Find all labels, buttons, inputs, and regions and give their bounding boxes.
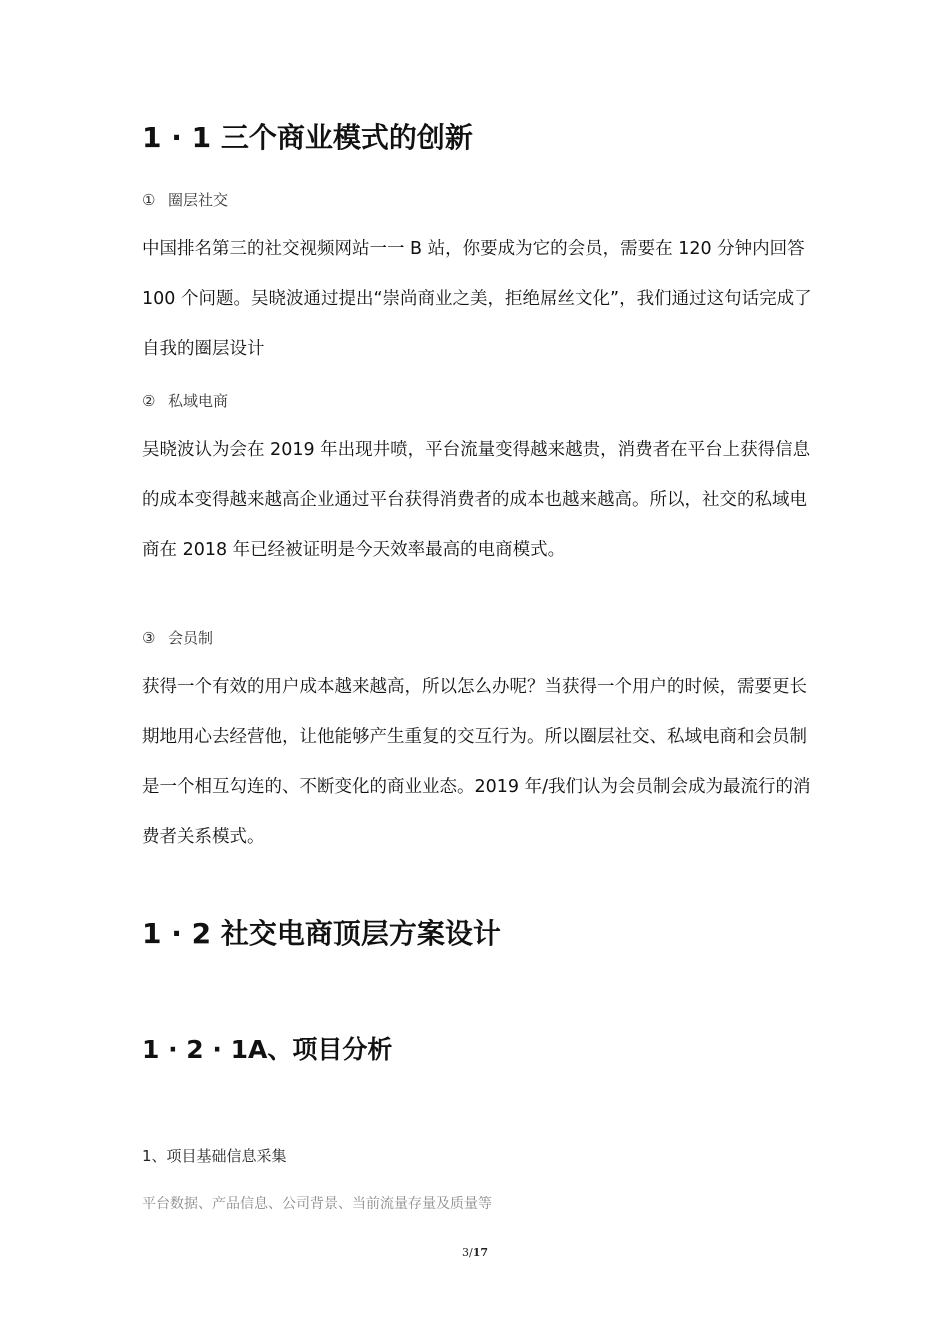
circled-number: ①: [142, 191, 156, 209]
subheading-private-ecommerce: [142, 390, 228, 412]
current-page: 3: [461, 1246, 469, 1259]
subheading-label: 会员制: [168, 629, 214, 647]
subheading-label: 私域电商: [168, 392, 229, 410]
subheading-membership: [142, 627, 213, 649]
circled-number: ②: [142, 392, 156, 410]
paragraph-private-ecommerce: 吴晓波认为会在 2019 年出现井喷，平台流量变得越来越贵，消费者在平台上获得信息的成本变得越来越高企业通过平台获得消费者的成本也越来越高。所以，社交的私域电商在 2018 年已经被证明是今天效率最高的电商模式。: [142, 440, 811, 560]
subheading-circle-social: [142, 189, 228, 211]
section-title-1-2-1: 1 · 2 · 1A、项目分析: [142, 1035, 393, 1064]
total-pages: 17: [472, 1246, 489, 1259]
subheading-label: 圈层社交: [168, 191, 229, 209]
circled-number: ③: [142, 629, 156, 647]
list-item-basic-info: 1、项目基础信息采集: [142, 1147, 287, 1165]
section-title-1-2: 1 · 2 社交电商顶层方案设计: [142, 917, 501, 950]
page-separator: /: [468, 1246, 473, 1259]
section-title-1-1: 1 · 1 三个商业模式的创新: [142, 121, 473, 154]
paragraph-membership: 获得一个有效的用户成本越来越高，所以怎么办呢？当获得一个用户的时候，需要更长期地用心去经营他，让他能够产生重复的交互行为。所以圈层社交、私域电商和会员制是一个相互勾连的、不断变化的商业业态。2019 年/我们认为会员制会成为最流行的消费者关系模式。: [142, 677, 811, 847]
paragraph-circle-social: 中国排名第三的社交视频网站一一 B 站，你要成为它的会员，需要在 120 分钟内回答 100 个问题。吴晓波通过提出“崇尚商业之美，拒绝屌丝文化”，我们通过这句话完成了自我的圈层设计: [142, 239, 812, 359]
page-number: [0, 1246, 950, 1259]
list-item-note: 平台数据、产品信息、公司背景、当前流量存量及质量等: [142, 1196, 492, 1212]
